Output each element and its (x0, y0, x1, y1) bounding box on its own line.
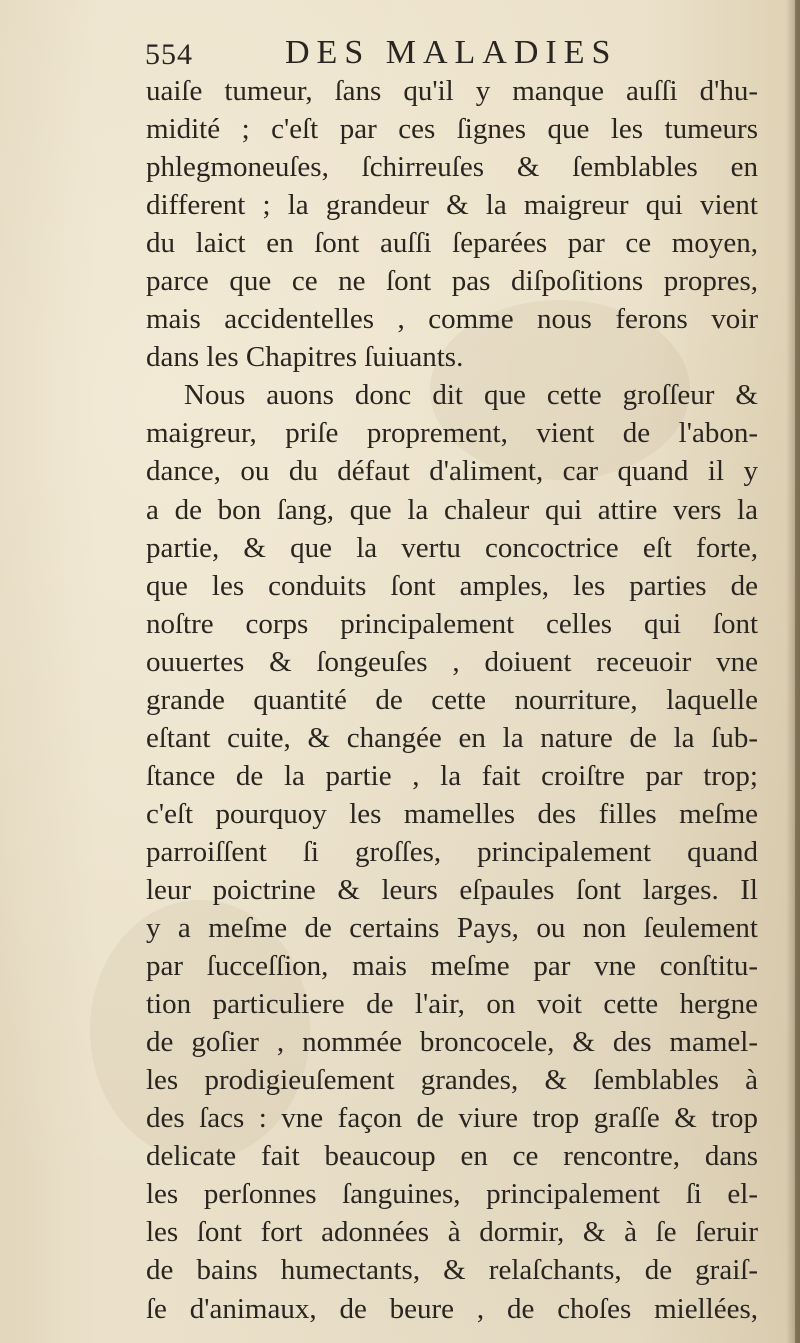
text-line: Nous auons donc dit que cette groſſeur & (184, 379, 758, 412)
running-head: DES MALADIES (285, 34, 618, 71)
text-line: different ; la grandeur & la maigreur qui vient (146, 189, 758, 222)
text-line: du laict en ſont auſſi ſeparées par ce moyen, (146, 227, 758, 260)
text-line: ſe d'animaux, de beure , de choſes miellées, (146, 1292, 758, 1325)
text-line: parce que ce ne ſont pas diſpoſitions propres, (146, 265, 758, 298)
text-line: mais accidentelles , comme nous ferons voir (146, 303, 758, 336)
text-line: les prodigieuſement grandes, & ſemblables à (146, 1064, 758, 1097)
text-line: c'eſt pourquoy les mamelles des filles meſme (146, 797, 758, 830)
text-line: les ſont fort adonnées à dormir, & à ſe ſeruir (146, 1216, 758, 1249)
text-line: des ſacs : vne façon de viure trop graſſe & trop (146, 1102, 758, 1135)
page-number: 554 (145, 38, 193, 71)
text-line: midité ; c'eſt par ces ſignes que les tumeurs (146, 113, 758, 146)
text-line: dans les Chapitres ſuiuants. (146, 341, 464, 374)
text-line: que les conduits ſont amples, les parties de (146, 569, 758, 602)
text-line: noſtre corps principalement celles qui ſont (146, 607, 758, 640)
text-line: ouuertes & ſongeuſes , doiuent receuoir vne (146, 645, 758, 678)
text-line: phlegmoneuſes, ſchirreuſes & ſemblables en (146, 151, 758, 184)
text-line: ſtance de la partie , la fait croiſtre par trop; (146, 759, 758, 792)
body-text (146, 72, 758, 1328)
text-line: delicate fait beaucoup en ce rencontre, dans (146, 1140, 758, 1173)
text-line: les perſonnes ſanguines, principalement ſi el- (146, 1178, 758, 1211)
text-line: uaiſe tumeur, ſans qu'il y manque auſſi d'hu- (146, 75, 758, 107)
text-line: maigreur, priſe proprement, vient de l'abon- (146, 417, 758, 450)
text-line: de goſier , nommée broncocele, & des mamel- (146, 1026, 758, 1059)
text-line: parroiſſent ſi groſſes, principalement quand (146, 835, 758, 868)
text-line: dance, ou du défaut d'aliment, car quand il y (146, 455, 758, 488)
text-line: partie, & que la vertu concoctrice eſt forte, (146, 531, 758, 564)
text-line: a de bon ſang, que la chaleur qui attire vers la (146, 493, 758, 526)
text-line: y a meſme de certains Pays, ou non ſeulement (146, 912, 758, 945)
text-line: tion particuliere de l'air, on voit cette hergne (146, 988, 758, 1021)
text-line: leur poictrine & leurs eſpaules ſont larges. Il (146, 873, 758, 906)
page-binding-edge (795, 0, 800, 1343)
text-line: grande quantité de cette nourriture, laquelle (146, 683, 758, 716)
text-line: de bains humectants, & relaſchants, de graiſ- (146, 1254, 758, 1287)
text-line: eſtant cuite, & changée en la nature de la ſub- (146, 721, 758, 754)
text-line: par ſucceſſion, mais meſme par vne conſtitu- (146, 950, 758, 983)
